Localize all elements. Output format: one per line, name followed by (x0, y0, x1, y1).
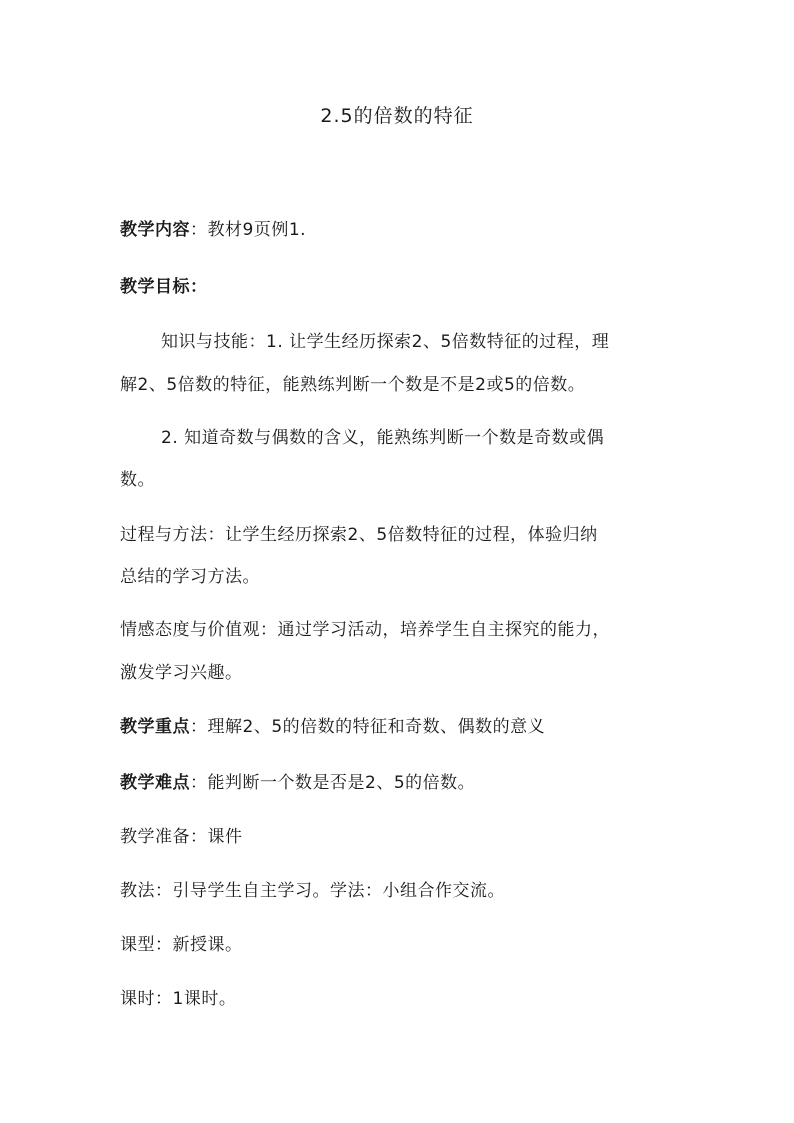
teaching-goals-label: 教学目标： (120, 277, 208, 297)
difficulty-sep: ： (190, 773, 208, 793)
key-point-label: 教学重点 (120, 717, 190, 737)
difficulty-line (120, 768, 475, 793)
emotion-line-1: 情感态度与价值观：通过学习活动，培养学生自主探究的能力， (120, 620, 610, 640)
teaching-content-text: 教材9页例1. (207, 220, 307, 240)
document-title: 2.5的倍数的特征 (320, 105, 474, 127)
lesson-hours-line: 课时：1课时。 (120, 989, 237, 1009)
item2-line-2: 数。 (120, 470, 155, 490)
key-point-sep: ： (190, 717, 208, 737)
key-point-line (120, 712, 545, 737)
teaching-content-sep: ： (190, 220, 208, 240)
preparation-line: 教学准备：课件 (120, 827, 243, 847)
knowledge-line-1: 知识与技能：1. 让学生经历探索2、5倍数特征的过程，理 (161, 332, 610, 352)
difficulty-text: 能判断一个数是否是2、5的倍数。 (207, 773, 476, 793)
emotion-line-2: 激发学习兴趣。 (120, 663, 243, 683)
item2-line-1: 2. 知道奇数与偶数的含义，能熟练判断一个数是奇数或偶 (161, 428, 605, 448)
lesson-type-line: 课型：新授课。 (120, 935, 243, 955)
teaching-content-label: 教学内容 (120, 220, 190, 240)
key-point-text: 理解2、5的倍数的特征和奇数、偶数的意义 (207, 717, 546, 737)
method-line: 教法：引导学生自主学习。学法：小组合作交流。 (120, 881, 505, 901)
process-line-1: 过程与方法：让学生经历探索2、5倍数特征的过程，体验归纳 (120, 525, 598, 545)
process-line-2: 总结的学习方法。 (120, 567, 260, 587)
teaching-content-line (120, 215, 306, 240)
knowledge-line-2: 解2、5倍数的特征，能熟练判断一个数是不是2或5的倍数。 (120, 375, 586, 395)
difficulty-label: 教学难点 (120, 773, 190, 793)
